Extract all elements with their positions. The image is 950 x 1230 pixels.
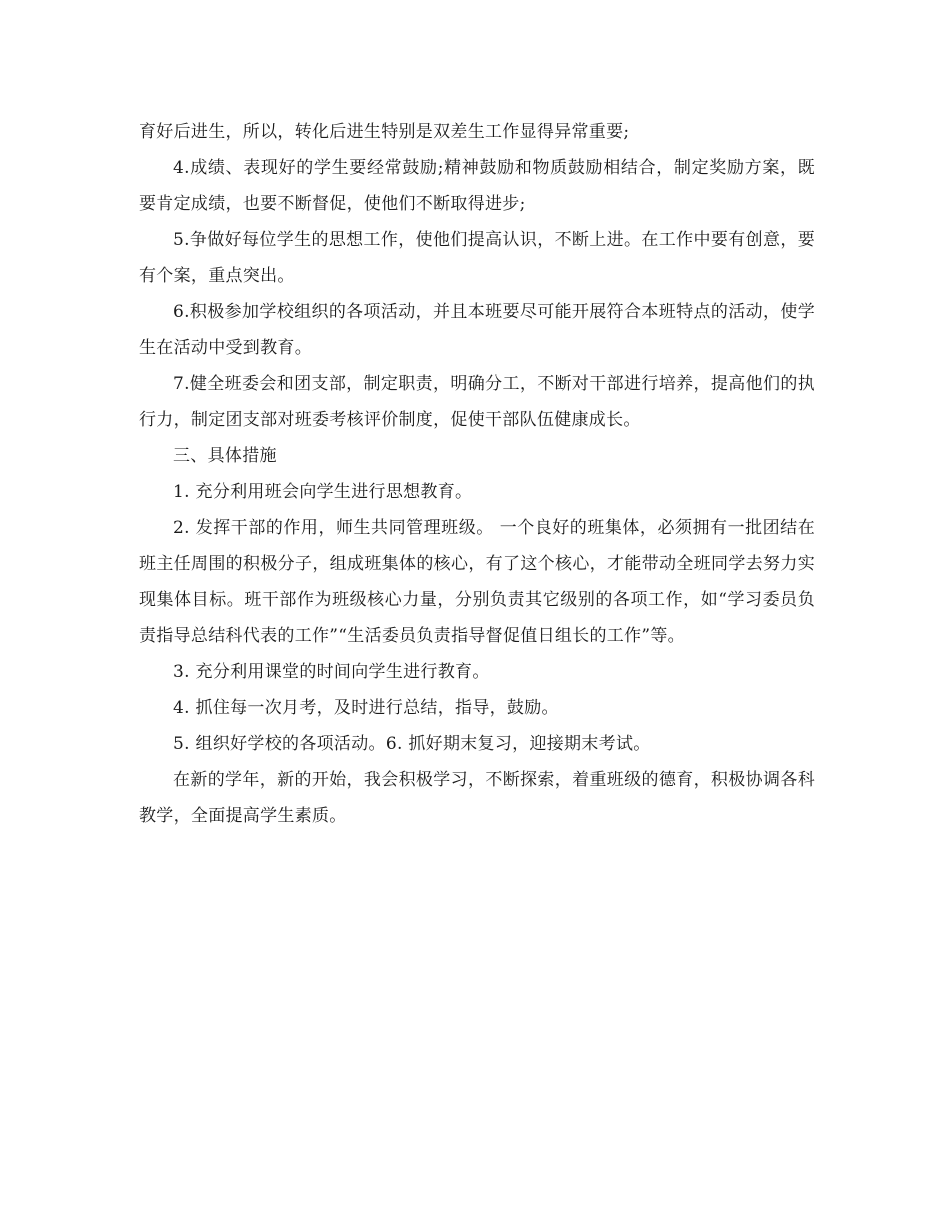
paragraph-12: 在新的学年，新的开始，我会积极学习，不断探索，着重班级的德育，积极协调各科教学，全面提高学生素质。: [139, 770, 815, 826]
paragraph-4: 6.积极参加学校组织的各项活动，并且本班要尽可能开展符合本班特点的活动，使学生在活动中受到教育。: [139, 302, 815, 358]
document-body: [139, 114, 815, 834]
paragraph-11: 5. 组织好学校的各项活动。6. 抓好期末复习，迎接期末考试。: [173, 734, 651, 754]
paragraph-5: 7.健全班委会和团支部，制定职责，明确分工，不断对干部进行培养，提高他们的执行力，制定团支部对班委考核评价制度，促使干部队伍健康成长。: [139, 374, 815, 430]
section-heading: 三、具体措施: [173, 446, 277, 466]
paragraph-8: 2. 发挥干部的作用，师生共同管理班级。 一个良好的班集体，必须拥有一批团结在班主任周围的积极分子，组成班集体的核心，有了这个核心，才能带动全班同学去努力实现集体目标。班干部作为班级核心力量，分别负责其它级别的各项工作，如“学习委员负责指导总结科代表的工作”“生活委员负责指导督促值日组长的工作”等。: [139, 518, 815, 646]
paragraph-3: 5.争做好每位学生的思想工作，使他们提高认识，不断上进。在工作中要有创意，要有个案，重点突出。: [139, 230, 815, 286]
paragraph-7: 1. 充分利用班会向学生进行思想教育。: [173, 482, 473, 502]
paragraph-2: 4.成绩、表现好的学生要经常鼓励;精神鼓励和物质鼓励相结合，制定奖励方案，既要肯定成绩，也要不断督促，使他们不断取得进步;: [139, 158, 815, 214]
paragraph-1: 育好后进生，所以，转化后进生特别是双差生工作显得异常重要;: [139, 122, 630, 142]
paragraph-10: 4. 抓住每一次月考，及时进行总结，指导，鼓励。: [173, 698, 559, 718]
paragraph-9: 3. 充分利用课堂的时间向学生进行教育。: [173, 662, 490, 682]
